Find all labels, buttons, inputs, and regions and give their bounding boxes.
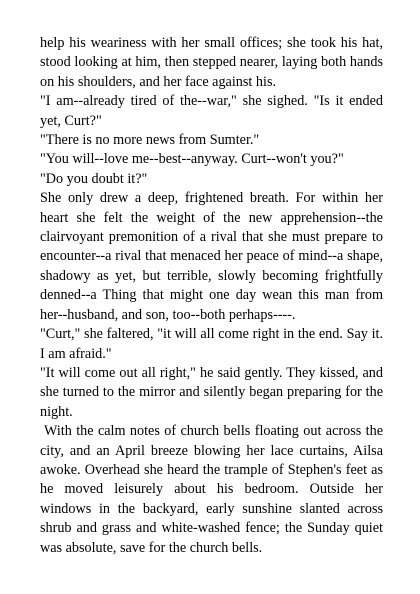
paragraph: "Curt," she faltered, "it will all come right in the end. Say it. I am afraid." [40, 326, 383, 362]
paragraph: "I am--already tired of the--war," she sighed. "Is it ended yet, Curt?" [40, 93, 383, 129]
paragraph: help his weariness with her small offices; she took his hat, stood looking at him, then stepped nearer, laying both hands on his shoulders, and her face against his. [40, 35, 383, 90]
paragraph: "There is no more news from Sumter." [40, 132, 260, 149]
paragraph: "Do you doubt it?" [40, 170, 148, 187]
paragraph: She only drew a deep, frightened breath. For within her heart she felt the weight of the new apprehension--the clairvoyant premonition of a rival that she must prepare to encounter--a rival that menaced her peace of mind--a shape, shadowy as yet, but terrible, slowly becoming frightfully denned--a Thing that might one day wean this man from her--husband, and son, too--both perhaps----. [40, 190, 383, 323]
paragraph: With the calm notes of church bells floating out across the city, and an April breeze blowing her lace curtains, Ailsa awoke. Overhead she heard the trample of Stephen's feet as he moved leisurely about his bedroom. Outside her windows in the backyard, early sunshine slanted across shrub and grass and white-washed fence; the Sunday quiet was absolute, save for the church bells. [40, 423, 383, 556]
paragraph: "It will come out all right," he said gently. They kissed, and she turned to the mirror and silently began preparing for the night. [40, 364, 383, 420]
paragraph: "You will--love me--best--anyway. Curt--won't you?" [40, 151, 344, 168]
book-page-text [40, 34, 383, 558]
